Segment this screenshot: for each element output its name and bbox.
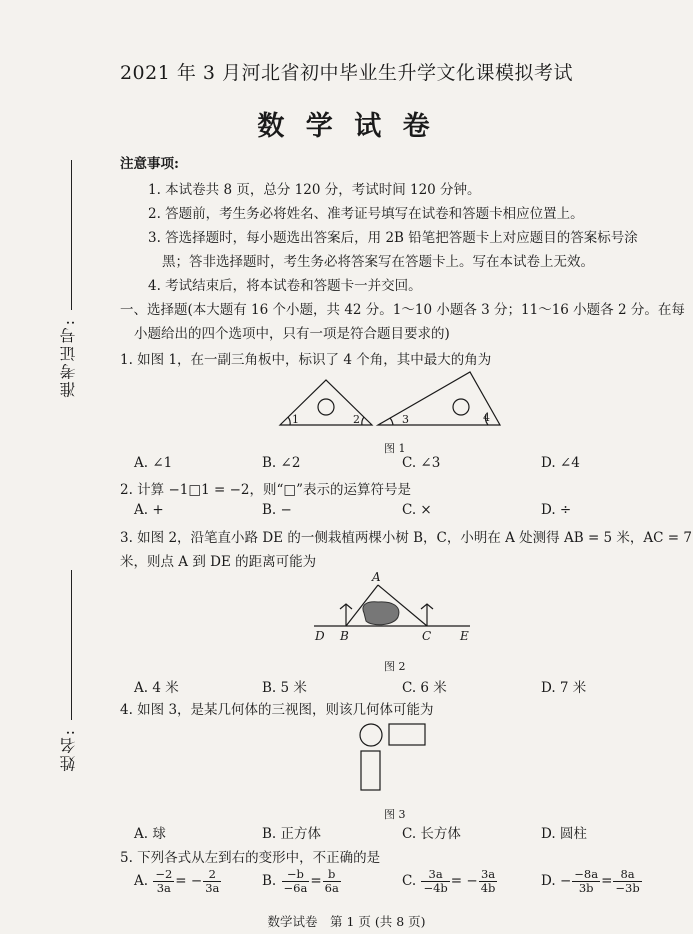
top-view-rect: [361, 751, 380, 790]
numerator: 3a: [479, 868, 498, 882]
angle-label-3: 3: [402, 413, 409, 426]
subject-title: 数 学 试 卷: [257, 111, 436, 142]
option-label: A.: [134, 873, 149, 889]
id-label: 准考证号:: [59, 318, 78, 398]
point-c-label: C: [422, 629, 432, 643]
fraction: [572, 868, 600, 895]
denominator: 3a: [156, 881, 171, 895]
q4-option-c: C. 长方体: [402, 826, 461, 842]
notice-item: 2. 答题前，考生务必将姓名、准考证号填写在试卷和答题卡相应位置上。: [148, 206, 584, 222]
denominator: 6a: [324, 881, 339, 895]
notice-heading: 注意事项:: [120, 156, 179, 172]
equals: =: [601, 873, 613, 889]
numerator: b: [323, 868, 341, 882]
angle-label-2: 2: [353, 413, 360, 426]
q2-option-b: B. −: [262, 502, 292, 518]
numerator: −8a: [574, 867, 599, 881]
section-heading: 一、选择题(本大题有 16 个小题，共 42 分。1～10 小题各 3 分；11～16 小题各 2 分。在每: [120, 302, 685, 318]
angle-label-4: 4: [483, 411, 490, 424]
option-label: C.: [402, 873, 417, 889]
front-view-circle: [360, 724, 382, 746]
option-label: D.: [541, 873, 556, 889]
point-d-label: D: [315, 629, 325, 643]
q5-option-d: [541, 868, 643, 895]
fraction: [323, 868, 341, 895]
notice-item: 黑；答非选择题时，考生务必将答案写在答题卡上。写在本试卷上无效。: [162, 254, 594, 270]
numerator: 8a: [613, 868, 641, 882]
point-e-label: E: [460, 629, 469, 643]
question-5-text: 5. 下列各式从左到右的变形中，不正确的是: [120, 850, 381, 866]
angle-label-1: 1: [292, 413, 299, 426]
q3-option-a: A. 4 米: [134, 680, 179, 696]
q1-option-b: B. ∠2: [262, 455, 301, 471]
question-4-text: 4. 如图 3，是某几何体的三视图，则该几何体可能为: [120, 702, 434, 718]
q2-option-c: C. ×: [402, 502, 432, 518]
notice-item: 3. 答选择题时，每小题选出答案后，用 2B 铅笔把答题卡上对应题目的答案标号涂: [148, 230, 638, 246]
denominator: 3a: [205, 881, 220, 895]
fraction: [153, 868, 174, 895]
equals: = −: [450, 873, 478, 889]
figure-3-caption: 图 3: [384, 808, 406, 821]
side-view-rect: [389, 724, 425, 745]
q4-option-a: A. 球: [134, 826, 166, 842]
page-footer: 数学试卷 第 1 页 (共 8 页): [267, 914, 426, 929]
q5-option-c: [402, 868, 498, 895]
denominator: −4b: [423, 881, 448, 895]
q3-option-c: C. 6 米: [402, 680, 447, 696]
denominator: 4b: [480, 881, 496, 895]
figure-2-caption: 图 2: [384, 660, 406, 673]
equals: =: [310, 873, 322, 889]
figure-1-caption: 图 1: [384, 442, 406, 455]
q4-option-d: D. 圆柱: [541, 826, 587, 842]
equals: = −: [175, 873, 203, 889]
numerator: −2: [155, 867, 173, 881]
fraction: [421, 868, 449, 895]
question-3-text-cont: 米，则点 A 到 DE 的距离可能为: [120, 554, 317, 570]
q5-option-a: [134, 868, 222, 895]
q1-option-a: A. ∠1: [134, 455, 173, 471]
q2-option-a: A. +: [134, 502, 164, 518]
notice-item: 1. 本试卷共 8 页，总分 120 分，考试时间 120 分钟。: [148, 182, 481, 198]
q1-option-d: D. ∠4: [541, 455, 580, 471]
denominator: −6a: [283, 881, 308, 895]
denominator: 3b: [578, 881, 594, 895]
point-b-label: B: [340, 629, 349, 643]
minus-sign: −: [559, 873, 572, 889]
question-3-text: 3. 如图 2，沿笔直小路 DE 的一侧栽植两棵小树 B，C，小明在 A 处测得 AB = 5 米，AC = 7: [120, 530, 692, 546]
q4-option-b: B. 正方体: [262, 826, 322, 842]
numerator: 3a: [421, 868, 449, 882]
q2-option-d: D. ÷: [541, 502, 572, 518]
fraction: [479, 868, 498, 895]
notice-item: 4. 考试结束后，将本试卷和答题卡一并交回。: [148, 278, 422, 294]
question-1-text: 1. 如图 1，在一副三角板中，标识了 4 个角，其中最大的角为: [120, 352, 492, 368]
point-a-label: A: [372, 570, 381, 584]
exam-title: 2021 年 3 月河北省初中毕业生升学文化课模拟考试: [119, 62, 574, 84]
fraction: [203, 868, 221, 895]
numerator: −b: [282, 868, 310, 882]
denominator: −3b: [615, 881, 640, 895]
name-label: 姓名:: [59, 728, 78, 772]
fraction: [613, 868, 641, 895]
question-2-text: 2. 计算 −1□1 = −2，则“□”表示的运算符号是: [120, 482, 412, 498]
q3-option-d: D. 7 米: [541, 680, 587, 696]
q5-option-b: [262, 868, 342, 895]
numerator: 2: [203, 868, 221, 882]
section-heading-cont: 小题给出的四个选项中，只有一项是符合题目要求的): [134, 326, 450, 342]
fraction: [282, 868, 310, 895]
q3-option-b: B. 5 米: [262, 680, 307, 696]
q1-option-c: C. ∠3: [402, 455, 441, 471]
option-label: B.: [262, 873, 277, 889]
